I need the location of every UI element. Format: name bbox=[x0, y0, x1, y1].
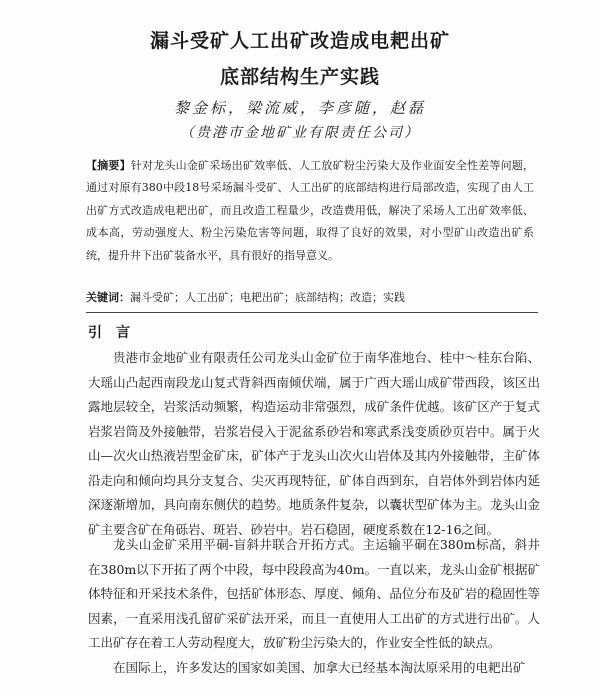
section-heading: 引言 bbox=[88, 325, 144, 341]
paper-title-line-1: 漏斗受矿人工出矿改造成电耙出矿 bbox=[149, 30, 450, 52]
keywords-label: 关键词： bbox=[86, 291, 130, 304]
abstract-label: 【摘要】 bbox=[86, 159, 131, 172]
keywords-text: 漏斗受矿；人工出矿；电耙出矿；底部结构；改造；实践 bbox=[130, 291, 405, 304]
body-paragraph bbox=[88, 346, 540, 542]
abstract-block bbox=[86, 155, 534, 267]
paper-title-line-2: 底部结构生产实践 bbox=[219, 66, 380, 88]
paragraph-text: 龙头山金矿采用平硐-盲斜井联合开拓方式。主运输平硐在380m标高，斜井在380m以下开拓了两个中段，每中段段高为40m。一直以来，龙头山金矿根据矿体特征和开采技术条件，包括矿体形态、厚度、倾角、品位分布及矿岩的稳固性等因素，一直采用浅孔留矿采矿法开采，而且一直使用人工出矿的方式进行出矿。人工出矿存在着工人劳动程度大，放矿粉尘污染大的，作业安全性低的缺点。 bbox=[88, 537, 540, 650]
paragraph-text: 在国际上，许多发达的国家如美国、加拿大已经基本淘汰原采用的电耙出矿 bbox=[113, 660, 526, 675]
author-list: 黎金标，梁流威，李彦随，赵磊 bbox=[173, 99, 426, 117]
abstract-divider bbox=[86, 312, 538, 313]
abstract-text: 针对龙头山金矿采场出矿效率低、人工放矿粉尘污染大及作业面安全性差等问题，通过对原有380中段18号采场漏斗受矿、人工出矿的底部结构进行局部改造，实现了由人工出矿方式改造成电耙出矿，而且改造工程量少，改造费用低，解决了采场人工出矿效率低、成本高，劳动强度大、粉尘污染危害等问题，取得了良好的效果，对小型矿山改造出矿系统，提升井下出矿装备水平，具有很好的指导意义。 bbox=[86, 159, 535, 262]
body-paragraph bbox=[88, 656, 540, 681]
author-affiliation: （贵港市金地矿业有限责任公司） bbox=[180, 125, 420, 141]
body-paragraph bbox=[88, 533, 540, 656]
keywords-block bbox=[86, 290, 534, 306]
paragraph-text: 贵港市金地矿业有限责任公司龙头山金矿位于南华准地台、桂中～桂东台陷、大瑶山凸起西南段龙山复式背斜西南倾伏端，属于广西大瑶山成矿带西段，该区出露地层较全，岩浆活动频繁，构造运动非常强烈，成矿条件优越。该矿区产于复式岩浆岩筒及外接触带，岩浆岩侵入于泥盆系砂岩和寒武系浅变质砂页岩中。属于火山—次火山热液岩型金矿床，矿体产于龙头山次火山岩体及其内外接触带，主矿体沿走向和倾向均具分支复合、尖灭再现特征，矿体自西到东，自岩体外到岩体内延深逐渐增加，具向南东侧伏的趋势。地质条件复杂，以囊状型矿体为主。龙头山金矿主要含矿在角砾岩、斑岩、砂岩中。岩石稳固，硬度系数在12-16之间。 bbox=[88, 350, 540, 537]
